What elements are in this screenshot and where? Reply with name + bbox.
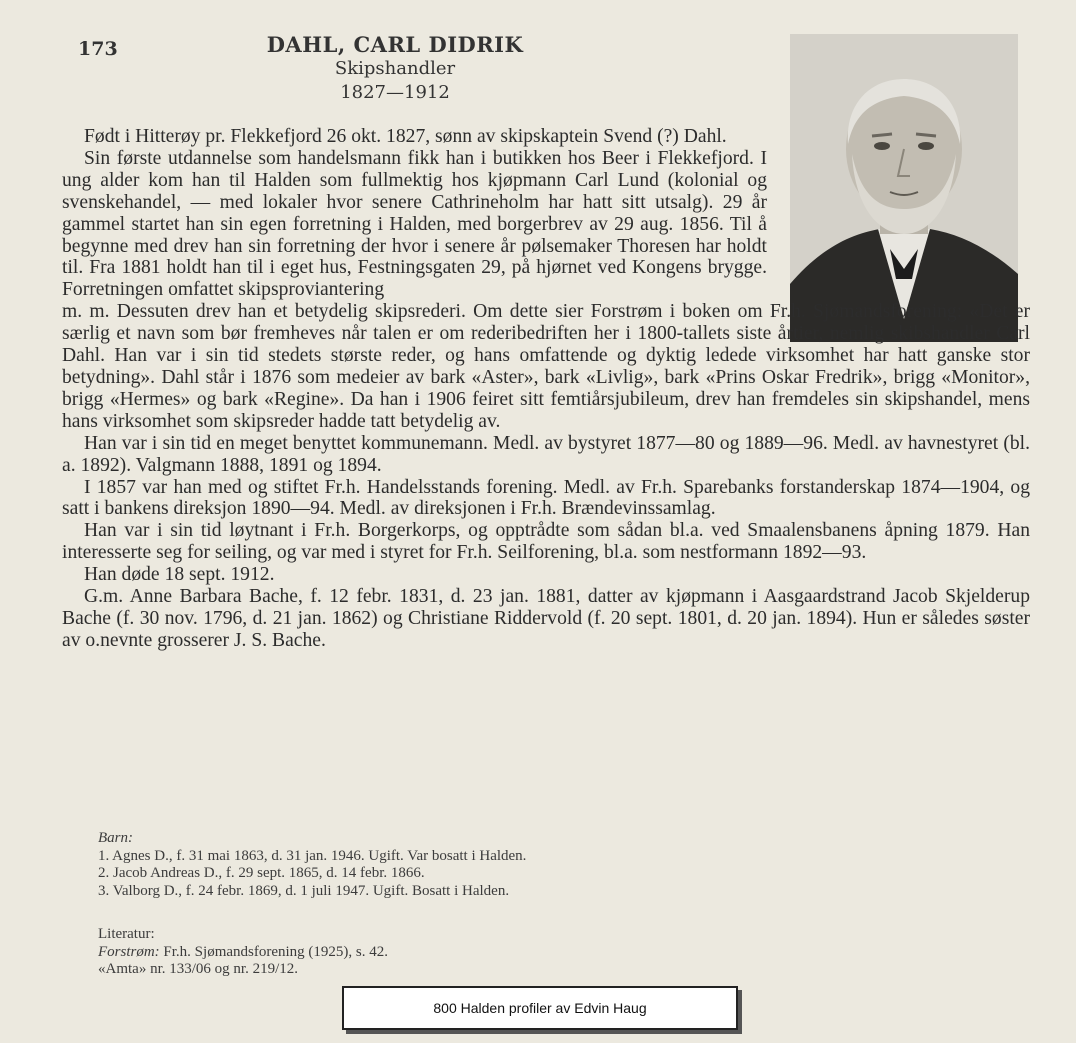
life-years: 1827—1912 [340, 82, 450, 103]
person-name: DAHL, CARL DIDRIK [266, 32, 524, 57]
literature-author: Forstrøm: [98, 943, 160, 960]
bio-paragraph: m. m. Dessuten drev han et betydelig skipsrederi. Om dette sier Forstrøm i boken om Fr.h. Sjømandsforening: «Det er særlig et navn som bør fremheves når talen er om rederibedriften her i 1800-tallets siste årtier, nemlig skibshandler Carl Dahl. Han var i sin tid stedets største reder, og hans omfattende og dyktig ledede virksomhet har hatt ganske stor betydning». Dahl står i 1876 som medeier av bark «Aster», bark «Livlig», bark «Prins Oskar Fredrik», brigg «Monitor», brigg «Hermes» og bark «Regine». Da han i 1906 feiret sitt femtiårsjubileum, drev han fremdeles sin skipshandel, mens hans virksomhet som skipsreder hadde tatt betydelig av. [62, 301, 1030, 432]
children-heading: Barn: [98, 830, 133, 846]
literature-heading: Literatur: [98, 926, 155, 942]
child-item: 2. Jacob Andreas D., f. 29 sept. 1865, d. 14 febr. 1866. [98, 865, 425, 881]
bio-paragraph: Han var i sin tid løytnant i Fr.h. Borgerkorps, og opptrådte som sådan bl.a. ved Smaalensbanens åpning 1879. Han interesserte seg for seiling, og var med i styret for Fr.h. Seilforening, bl.a. som nestformann 1892—93. [62, 520, 1030, 564]
page-number: 173 [78, 38, 118, 60]
biography-narrow-column [62, 126, 767, 301]
caption-box [342, 986, 738, 1030]
bio-paragraph: Han døde 18 sept. 1912. [84, 564, 275, 586]
caption-text: 800 Halden profiler av Edvin Haug [433, 1000, 647, 1016]
biography [62, 126, 1030, 652]
literature-item: «Amta» nr. 133/06 og nr. 219/12. [98, 961, 298, 977]
bio-paragraph: I 1857 var han med og stiftet Fr.h. Handelsstands forening. Medl. av Fr.h. Sparebanks forstanderskap 1874—1904, og satt i bankens direksjon 1890—94. Medl. av direksjonen i Fr.h. Brændevinssamlag. [62, 476, 1030, 520]
bio-paragraph: Sin første utdannelse som handelsmann fikk han i butikken hos Beer i Flekkefjord. I ung alder kom han til Halden som fullmektig hos kjøpmann Carl Lund (kolonial og svenskehandel, — med lokaler hvor senere Cathrineholm har hatt sitt utsalg). 29 år gammel startet han sin egen forretning i Halden, med borgerbrev av 29 aug. 1856. Til å begynne med drev han sin forretning der hvor i senere år pølsemaker Thoresen har holdt til. Fra 1881 holdt han til i eget hus, Festningsgaten 29, på hjørnet ved Kongens brygge. Forretningen omfattet skipsproviantering [62, 147, 767, 301]
literature-section [98, 926, 388, 979]
entry-header [250, 33, 540, 105]
bio-paragraph: Født i Hitterøy pr. Flekkefjord 26 okt. 1827, sønn av skipskaptein Svend (?) Dahl. [84, 126, 727, 147]
children-section [98, 830, 526, 900]
literature-item [98, 944, 388, 962]
occupation: Skipshandler [334, 58, 456, 79]
bio-paragraph: Han var i sin tid en meget benyttet kommunemann. Medl. av bystyret 1877—80 og 1889—96. Medl. av havnestyret (bl. a. 1892). Valgmann 1888, 1891 og 1894. [62, 432, 1030, 476]
child-item: 3. Valborg D., f. 24 febr. 1869, d. 1 juli 1947. Ugift. Bosatt i Halden. [98, 882, 510, 899]
bio-paragraph: G.m. Anne Barbara Bache, f. 12 febr. 1831, d. 23 jan. 1881, datter av kjøpmann i Aasgaardstrand Jacob Skjelderup Bache (f. 30 nov. 1796, d. 21 jan. 1862) og Christiane Riddervold (f. 20 sept. 1801, d. 20 jan. 1894). Hun er således søster av o.nevnte grosserer J. S. Bache. [62, 586, 1030, 651]
child-item: 1. Agnes D., f. 31 mai 1863, d. 31 jan. 1946. Ugift. Var bosatt i Halden. [98, 847, 527, 864]
literature-title: Fr.h. Sjømandsforening (1925), s. 42. [163, 943, 388, 960]
